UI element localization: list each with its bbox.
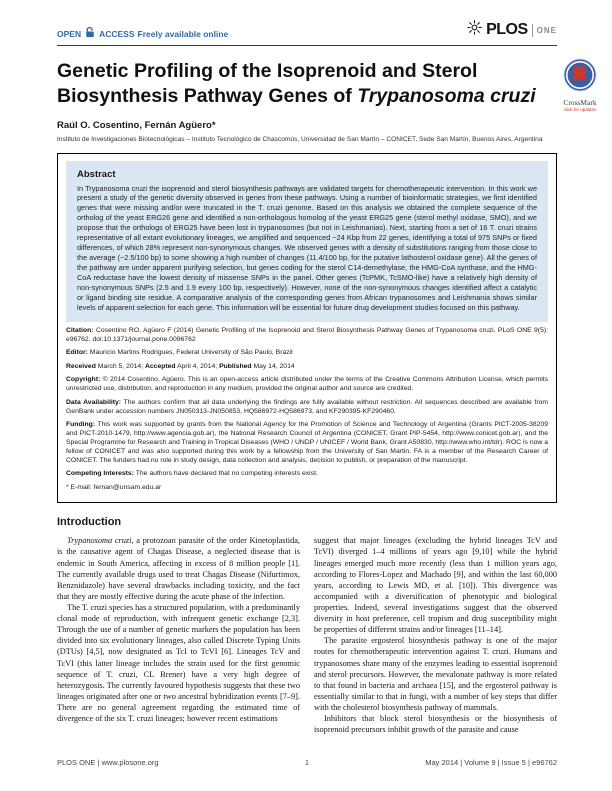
intro-paragraph-4: Inhibitors that block sterol biosynthesis or the biosynthesis of isoprenoid precursors inhibit growth of the parasite and cause: [314, 714, 557, 735]
intro-paragraph-2: The T. cruzi species has a structured population, with a predominantly clonal mode of reproduction, with infrequent genetic exchange [2,3]. Through the use of a number of genetic markers the population has been divided into six evolutionary lineages, also called Discrete Typing Units (DTUs) [4,5], now designated as TcI to TcVI [6]. Lineages TcV and TcVI (this latter lineage includes the strain used for the first genomic sequence of T. cruzi, CL Brener) have a very high degree of heterozygosis. The currently favoured hypothesis suggests that these two lineages originated after one or two ancestral hybridization events [7–9]. There are no general agreement regarding the estimated time of divergence of the six T. cruzi lineages; however recent estimations: [57, 602, 300, 724]
data-availability-text: The authors confirm that all data underlying the findings are fully available without restriction. All sequences described are available from GenBank under accession numbers JN050313-JN050853, HQ586972-HQ586973, and KF290395-KF290460.: [66, 398, 549, 415]
abstract-panel: [66, 161, 548, 323]
author-list: Raúl O. Cosentino, Fernán Agüero*: [57, 119, 216, 131]
crossmark-badge[interactable]: [554, 58, 606, 112]
funding-text: This work was supported by grants from the National Agency for the Promotion of Science and Technology of Argentina (Grants PICT-2005-38209 and PICT-2010-1479, http://www.agencia.gob.ar), the National Research Council of Argentina (CONICET, Grant PIP-5454, http://www.conicet.gob.ar), and the Special Programme for Research and Training in Tropical Diseases (WHO / UNDP / UNICEF / World Bank, Grant A50830, http://www.who.int/tdr). ROC is now a fellow of CONICET and was also supported during this work by a fellowship from the University of San Martin. FA is a member of the Research Career of CONICET. The funders had no role in study design, data collection and analysis, decision to publish, or preparation of the manuscript.: [66, 421, 549, 464]
plos-burst-icon: [467, 20, 482, 40]
published-label: Published: [219, 362, 252, 370]
citation-line: [66, 327, 548, 345]
abstract-heading: Abstract: [77, 168, 116, 180]
page-footer: [57, 758, 557, 767]
funding-label: Funding:: [66, 421, 96, 429]
copyright-text: © 2014 Cosentino, Agüero. This is an open-access article distributed under the terms of the Creative Commons Attribution License, which permits unrestricted use, distribution, and reproduction in any medium, provided the original author and source are credited.: [66, 376, 549, 393]
open-access-open-label: OPEN: [57, 28, 82, 39]
intro-paragraph-3: The parasite ergosterol biosynthesis pathway is one of the major routes for chemotherapeutic intervention against T. cruzi. Humans and trypanosomes share many of the enzymes leading to essential isoprenoid and sterol precursors. However, the mevalonate pathway is more related to that found in bacteria and archaea [15], and the ergosterol pathway is essentially similar to that in fungi, with a number of key steps that differ with the cholesterol biosynthesis pathway of mammals.: [314, 636, 557, 712]
title-species-italic: Trypanosoma cruzi: [357, 84, 536, 107]
abstract-metadata-box: [57, 153, 557, 504]
dates-line: [66, 363, 548, 372]
received-date: March 5, 2014;: [97, 362, 144, 370]
accepted-label: Accepted: [144, 362, 176, 370]
abstract-body: In Trypanosoma cruzi the isoprenoid and sterol biosynthesis pathways are validated targets for chemotherapeutic intervention. In this work we present a study of the genetic diversity observed in genes from these pathways. Using a number of bioinformatic strategies, we first identified genes that were missing and/or were truncated in the T. cruzi genome. Based on this analysis we obtained the complete sequence of the ortholog of the yeast ERG26 gene and identified a non-orthologous homolog of the yeast ERG25 gene (sterol methyl oxidase, SMO), and we propose that the orthologs of ERG25 have been lost in trypanosomes (but not in Leishmanias). Next, starting from a set of 16 T. cruzi strains representative of all extant evolutionary lineages, we amplified and sequenced ~24 Kbp from 22 genes, identifying a total of 975 SNPs or fixed differences, of which 28% represent non-synonymous changes. We observed genes with a density of substitutions ranging from those close to the average (~2.5/100 bp) to some showing a high number of changes (11.4/100 bp, for the putative lathosterol oxidase gene). All the genes of the pathway are under apparent purifying selection, but genes coding for the sterol C14-demethylase, the HMG-CoA synthase, and the HMG-CoA reductase have the lowest density of missense SNPs in the panel. Other genes (TcPMK, TcSMO-like) have a relatively high density of non-synonymous SNPs (2.5 and 1.9 every 100 bp, respectively). However, none of the non-synonymous changes identified affect a catalytic or ligand binding site residue. A comparative analysis of the corresponding genes from African trypanosomes and Leishmania shows similar levels of apparent selection for each gene. This information will be essential for future drug development studies focused on this pathway.: [77, 183, 537, 313]
editor-line: [66, 349, 548, 358]
competing-interests-label: Competing Interests:: [66, 470, 134, 478]
data-availability-label: Data Availability:: [66, 398, 122, 406]
crossmark-icon: [563, 58, 597, 92]
editor-label: Editor:: [66, 349, 88, 357]
page-number: 1: [304, 758, 310, 767]
page-header: [57, 20, 557, 46]
funding-line: [66, 421, 548, 466]
title-line1: Genetic Profiling of the Isoprenoid and Sterol: [57, 60, 478, 82]
citation-label: Citation:: [66, 326, 94, 334]
competing-interests-text: The authors have declared that no competing interests exist.: [135, 470, 318, 478]
editor-text: Mauricio Martins Rodrigues, Federal University of São Paulo, Brazil: [89, 349, 293, 357]
competing-interests-line: [66, 470, 548, 479]
footer-journal: PLOS ONE | www.plosone.org: [57, 758, 159, 767]
copyright-label: Copyright:: [66, 376, 101, 384]
data-availability-line: [66, 399, 548, 417]
intro-paragraph-2-continued: suggest that major lineages (excluding the hybrid lineages TcV and TcVI) diverged 1–4 millions of years ago [9,10] while the hybrid lineages emerged much more recently (less than 1 million years ago, according to Flores-Lopez and Machado [9], and within the last 60,000 years, according to Lewis MD, et al. [10]). This divergence was accompanied with a diversification of phenotypic and biological properties. Indeed, several investigations suggest that the observed diversity in host preference, cell tropism and drug susceptibility might be properties of different strains and/or lineages [11–14].: [314, 536, 557, 635]
accepted-date: April 4, 2014;: [177, 362, 218, 370]
freely-available-label: Freely available online: [137, 28, 229, 39]
published-date: May 14, 2014: [253, 362, 295, 370]
intro-paragraph-1-text: , a protozoan parasite of the order Kinetoplastida, is the causative agent of Chagas Disease, a neglected disease that is endemic in South America, affecting in excess of 8 million people [1]. The currently available drugs used to treat Chagas Disease (Nifurtimox, Benznidazole) have several drawbacks including toxicity, and the fact that they are mostly effective during the acute phase of the infection.: [57, 536, 300, 601]
footer-issue-info: May 2014 | Volume 9 | Issue 5 | e96762: [425, 758, 557, 767]
species-name-italic: Trypanosoma cruzi: [67, 536, 132, 546]
open-lock-icon: [85, 27, 95, 40]
plos-one-logo: [467, 20, 557, 40]
copyright-line: [66, 376, 548, 394]
article-metadata: [66, 327, 548, 493]
affiliation: Instituto de Investigaciones Biotecnológicas – Instituto Tecnológico de Chascomús, Universidad de San Martín – CONICET, Sede San Martín, Buenos Aires, Argentina: [57, 135, 543, 143]
intro-right-column: [314, 535, 557, 735]
title-line2: Biosynthesis Pathway Genes of: [57, 84, 358, 107]
crossmark-label: CrossMark: [563, 98, 597, 107]
open-access-banner: [57, 27, 228, 40]
introduction-columns: [57, 535, 557, 735]
logo-divider: [532, 24, 533, 37]
plos-wordmark: PLOS: [486, 21, 528, 38]
open-access-access-label: ACCESS: [99, 28, 135, 39]
email-line: * E-mail: fernan@unsam.edu.ar: [66, 483, 162, 491]
citation-text: Cosentino RO, Agüero F (2014) Genetic Profiling of the Isoprenoid and Sterol Biosynthesis Pathway Genes of Trypanosoma cruzi. PLoS ONE 9(5): e96762. doi:10.1371/journal.pone.0096762: [66, 326, 548, 343]
received-label: Received: [66, 362, 96, 370]
intro-left-column: [57, 535, 300, 735]
crossmark-sublabel: click for updates: [563, 107, 597, 112]
introduction-heading: Introduction: [57, 516, 122, 529]
intro-paragraph-1: [57, 535, 300, 602]
one-wordmark: ONE: [536, 25, 557, 35]
article-title: [57, 59, 537, 109]
